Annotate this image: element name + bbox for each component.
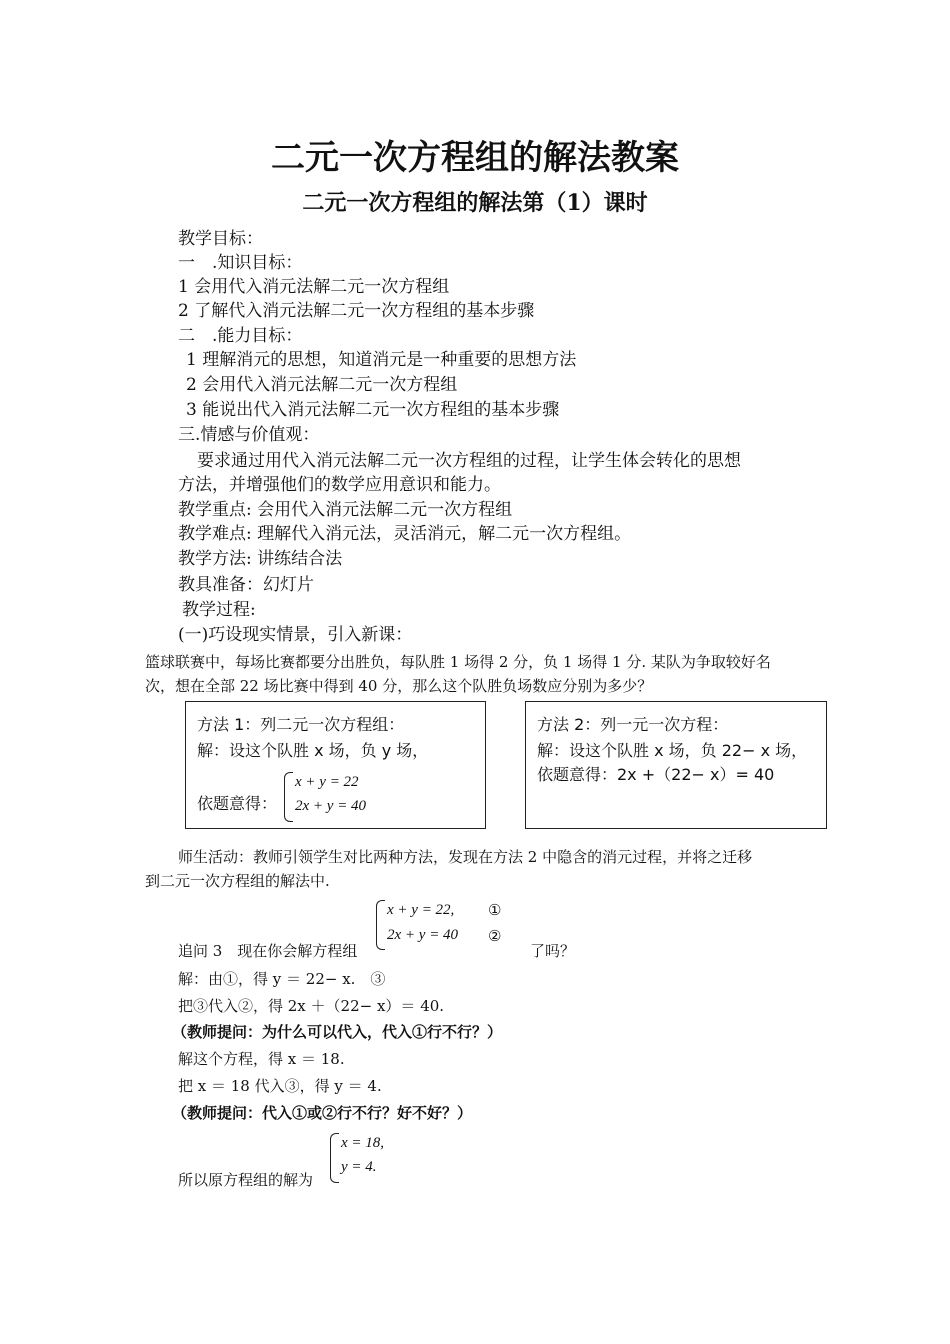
solution-step-2: 把③代入②，得 2x ＋（22− x）＝ 40.: [178, 997, 445, 1015]
teacher-question-1: （教师提问：为什么可以代入，代入①行不行？）: [172, 1023, 503, 1041]
solution-step-3: 解这个方程，得 x ＝ 18.: [178, 1050, 345, 1068]
brace-icon: [376, 900, 385, 950]
teaching-tools: 教具准备：幻灯片: [178, 575, 314, 595]
knowledge-heading: 一 .知识目标：: [178, 253, 303, 273]
ability-item-2: 2 会用代入消元法解二元一次方程组: [186, 375, 458, 395]
method-one-eq-2: 2x + y = 40: [295, 798, 367, 814]
problem-line-1: 篮球联赛中，每场比赛都要分出胜负，每队胜 1 场得 2 分，负 1 场得 1 分. 某队为争取较好名: [145, 653, 771, 671]
method-two-setup: 解：设这个队胜 x 场，负 22− x 场，: [537, 741, 808, 760]
knowledge-item-2: 2 了解代入消元法解二元一次方程组的基本步骤: [178, 301, 535, 321]
method-one-title: 方法 1：列二元一次方程组：: [197, 715, 405, 734]
followup-prefix: 追问 3 现在你会解方程组: [178, 942, 358, 960]
equation-marker-1: ①: [488, 901, 502, 919]
objectives-heading: 教学目标：: [178, 229, 263, 249]
knowledge-item-1: 1 会用代入消元法解二元一次方程组: [178, 277, 450, 297]
emotion-text-line-2: 方法，并增强他们的数学应用意识和能力。: [178, 475, 501, 495]
ability-heading: 二 .能力目标：: [178, 326, 303, 346]
method-one-system: [284, 772, 394, 820]
method-one-eq-1: x + y = 22: [295, 774, 359, 790]
followup-suffix: 了吗？: [530, 942, 576, 960]
method-one-box: [185, 701, 486, 829]
key-point: 教学重点: 会用代入消元法解二元一次方程组: [178, 500, 513, 520]
activity-line-2: 到二元一次方程组的解法中.: [145, 872, 330, 890]
ability-item-3: 3 能说出代入消元法解二元一次方程组的基本步骤: [186, 400, 560, 420]
method-two-equation: 依题意得：2x +（22− x）= 40: [537, 765, 775, 784]
method-one-setup: 解：设这个队胜 x 场，负 y 场，: [197, 741, 429, 760]
followup-eq-1: x + y = 22,: [387, 902, 455, 918]
final-eq-1: x = 18,: [341, 1135, 385, 1151]
difficulty: 教学难点: 理解代入消元法，灵活消元，解二元一次方程组。: [178, 524, 632, 544]
teaching-process: 教学过程:: [182, 600, 256, 620]
emotion-heading: 三.情感与价值观：: [178, 425, 320, 445]
brace-icon: [284, 772, 293, 822]
final-answer-system: [330, 1133, 390, 1181]
activity-line-1: 师生活动：教师引领学生对比两种方法，发现在方法 2 中隐含的消元过程，并将之迁移: [178, 848, 753, 866]
final-answer-prefix: 所以原方程组的解为: [178, 1171, 314, 1189]
document-subtitle: 二元一次方程组的解法第（1）课时: [302, 190, 648, 216]
method-two-box: [525, 701, 827, 829]
followup-system: [376, 900, 476, 948]
method-two-title: 方法 2：列一元一次方程：: [537, 715, 729, 734]
teaching-method: 教学方法: 讲练结合法: [178, 549, 343, 569]
ability-item-1: 1 理解消元的思想，知道消元是一种重要的思想方法: [186, 350, 577, 370]
problem-line-2: 次，想在全部 22 场比赛中得到 40 分，那么这个队胜负场数应分别为多少？: [145, 677, 653, 695]
followup-eq-2: 2x + y = 40: [387, 927, 459, 943]
brace-icon: [330, 1133, 339, 1183]
teacher-question-2: （教师提问：代入①或②行不行？好不好？）: [172, 1104, 473, 1122]
solution-step-4: 把 x ＝ 18 代入③，得 y ＝ 4.: [178, 1077, 382, 1095]
step-one-heading: (一)巧设现实情景，引入新课：: [178, 625, 413, 645]
emotion-text-line-1: 要求通过用代入消元法解二元一次方程组的过程，让学生体会转化的思想: [197, 451, 741, 471]
method-one-label: 依题意得：: [197, 794, 278, 813]
equation-marker-2: ②: [488, 927, 502, 945]
final-eq-2: y = 4.: [341, 1159, 377, 1175]
solution-step-1: 解：由①，得 y ＝ 22− x. ③: [178, 970, 386, 988]
document-title: 二元一次方程组的解法教案: [271, 138, 679, 178]
